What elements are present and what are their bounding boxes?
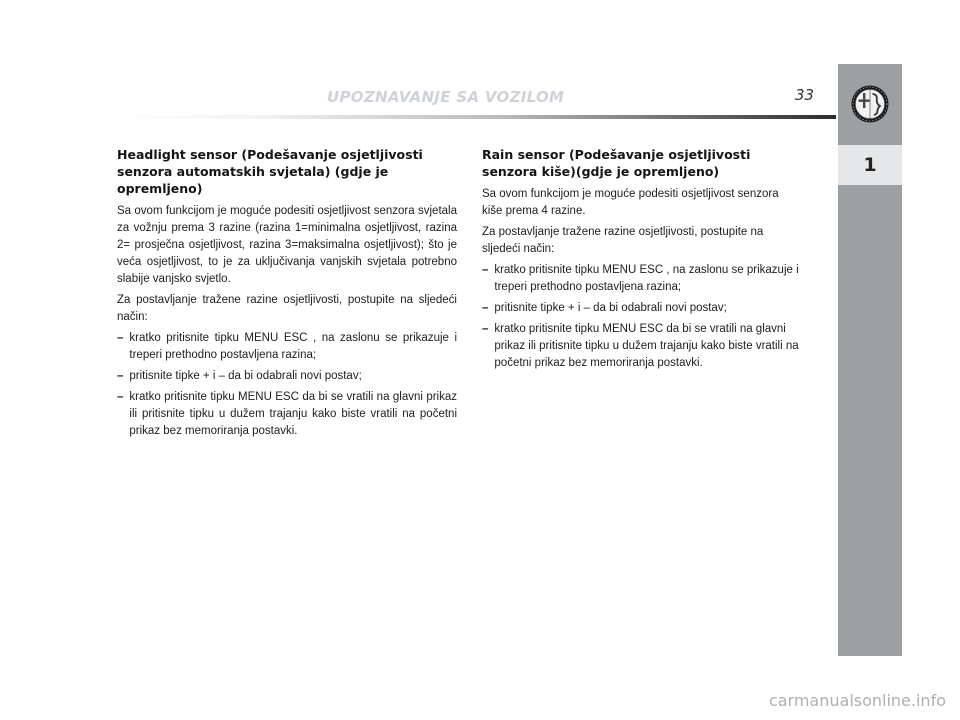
list-item-text: kratko pritisnite tipku MENU ESC , na zaslonu se prikazuje i treperi prethodno postavljena razina; [129, 332, 457, 361]
headlight-sensor-instruction: Za postavljanje tražene razine osjetljivosti, postupite na sljedeći način: [117, 294, 457, 323]
headlight-sensor-intro: Sa ovom funkcijom je moguće podesiti osjetljivost senzora svjetala za vožnju prema 3 razine (razina 1=minimalna osjetljivost, razina 2= prosječna osjetljivost, razina 3=maksimalna osjetljivost); što je veća osjetljivost, to je za uključivanja vanjskih svjetala potrebno slabije vanjsko svjetlo. [117, 205, 457, 285]
list-item [482, 321, 800, 372]
step-marker: – [117, 332, 124, 344]
rain-sensor-heading: Rain sensor (Podešavanje osjetljivosti senzora kiše)(gdje je opremljeno) [482, 147, 751, 179]
header-rule [104, 115, 836, 119]
page-number: 33 [795, 86, 815, 104]
list-item-text: pritisnite tipke + i – da bi odabrali novi postav; [129, 370, 362, 382]
chapter-number-box [838, 145, 902, 185]
rain-sensor-instruction: Za postavljanje tražene razine osjetljivosti, postupite na sljedeći način: [482, 226, 764, 255]
list-item [117, 389, 457, 440]
left-column [117, 146, 457, 444]
list-item [482, 300, 800, 317]
rain-sensor-intro: Sa ovom funkcijom je moguće podesiti osjetljivost senzora kiše prema 4 razine. [482, 188, 779, 217]
right-column [482, 146, 800, 376]
chapter-number: 1 [863, 154, 877, 176]
list-item [482, 262, 800, 296]
alfa-romeo-badge-icon [850, 84, 890, 124]
step-marker: – [117, 370, 124, 382]
watermark: carmanualsonline.info [768, 691, 946, 710]
step-marker: – [482, 264, 489, 276]
list-item [117, 330, 457, 364]
step-marker: – [482, 302, 489, 314]
list-item-text: kratko pritisnite tipku MENU ESC da bi se vratili na glavni prikaz ili pritisnite tipku u dužem trajanju kako biste vratili na početni prikaz bez memoriranja postavki. [494, 323, 799, 369]
headlight-sensor-heading: Headlight sensor (Podešavanje osjetljivosti senzora automatskih svjetala) (gdje je opremljeno) [117, 147, 423, 196]
chapter-sidebar [838, 64, 902, 656]
list-item-text: kratko pritisnite tipku MENU ESC da bi se vratili na glavni prikaz ili pritisnite tipku u dužem trajanju kako biste vratili na početni prikaz bez memoriranja postavki. [129, 391, 457, 437]
step-marker: – [117, 391, 124, 403]
logo-box [838, 64, 902, 143]
step-marker: – [482, 323, 489, 335]
list-item-text: kratko pritisnite tipku MENU ESC , na zaslonu se prikazuje i treperi prethodno postavljena razina; [494, 264, 799, 293]
list-item [117, 368, 457, 385]
page-header-title: UPOZNAVANJE SA VOZILOM [327, 88, 565, 106]
list-item-text: pritisnite tipke + i – da bi odabrali novi postav; [494, 302, 727, 314]
